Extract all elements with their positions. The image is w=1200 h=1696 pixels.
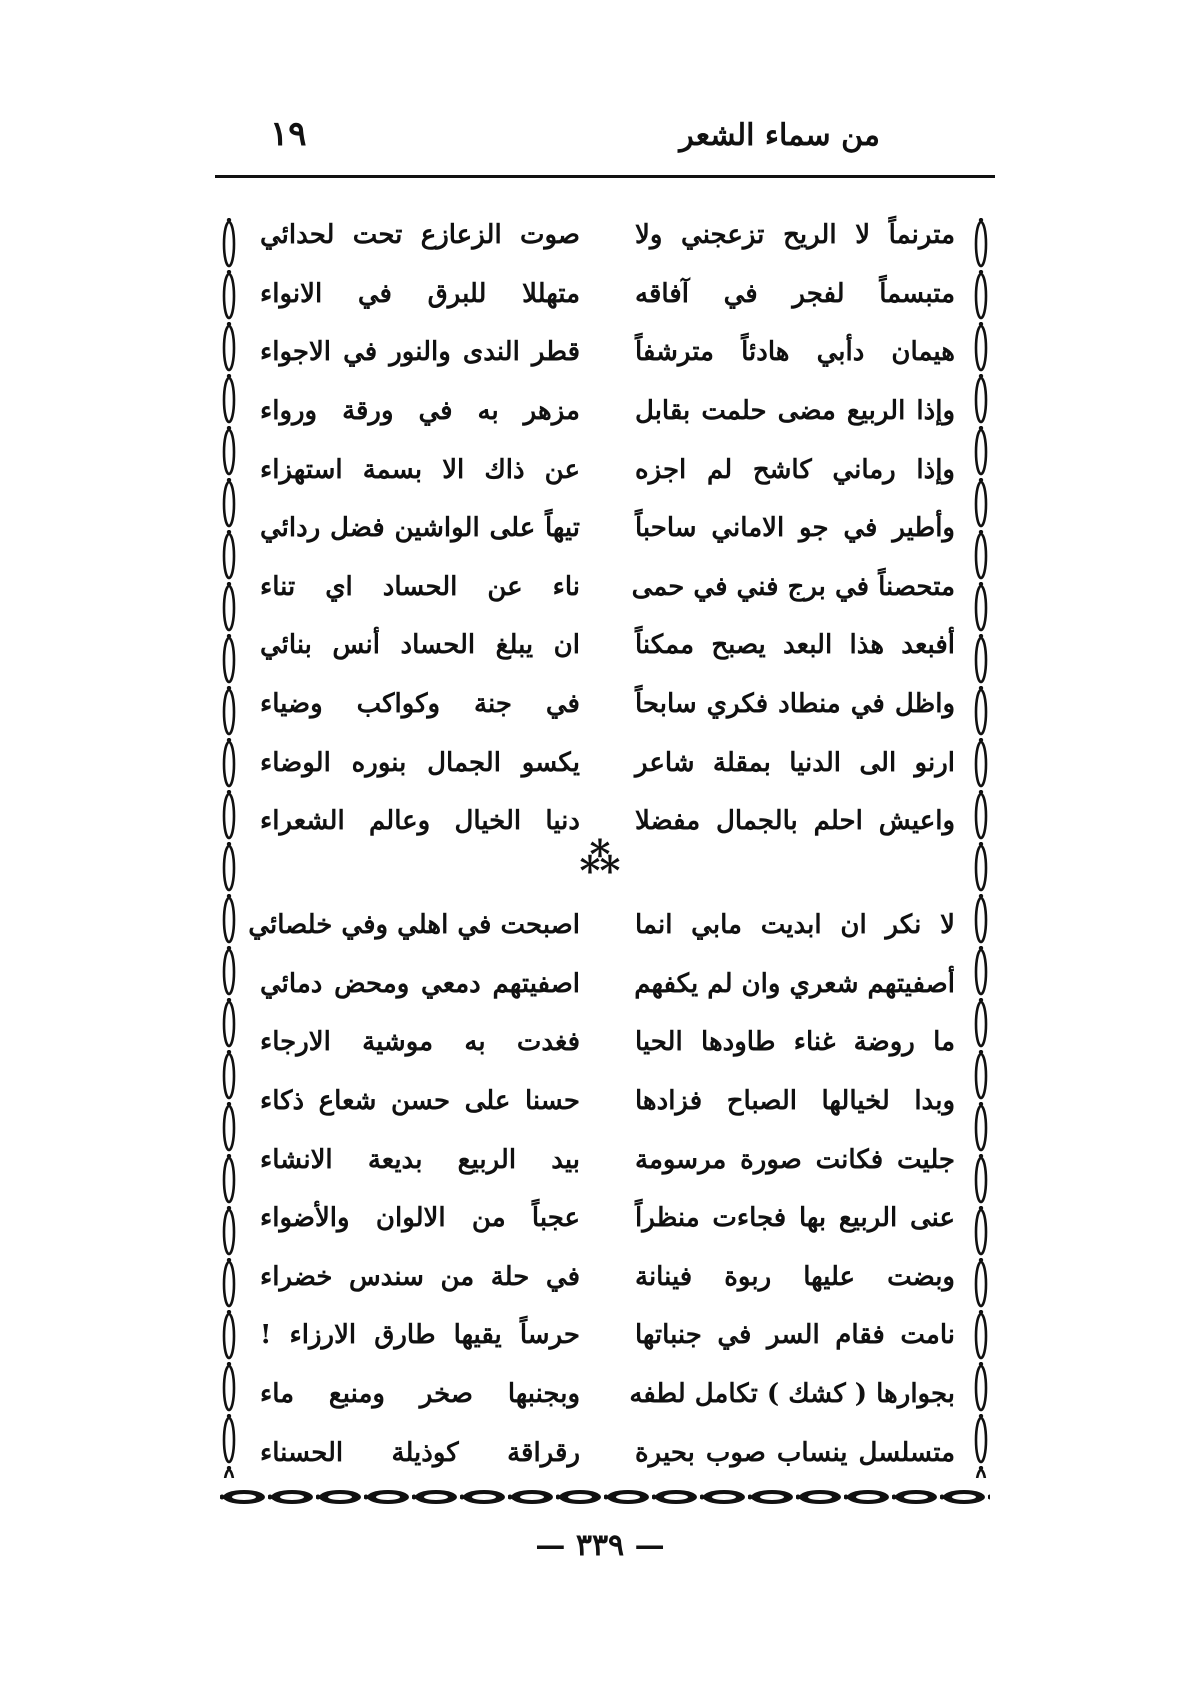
page-number: — ٣٣٩ — <box>535 1528 665 1563</box>
second-hemistich: في جنة وكواكب وضياء <box>260 689 580 720</box>
folio-number: ١٩ <box>270 114 307 154</box>
first-hemistich: بجوارها ( كشك ) تكامل لطفه <box>629 1379 955 1410</box>
verse-line <box>260 323 955 382</box>
second-hemistich: اصبحت في اهلي وفي خلصائي <box>248 910 580 941</box>
second-hemistich: مزهر به في ورقة ورواء <box>260 396 580 427</box>
first-hemistich: واظل في منطاد فكري سابحاً <box>635 689 955 720</box>
first-hemistich: متسلسل ينساب صوب بحيرة <box>635 1437 955 1468</box>
first-hemistich: أفبعد هذا البعد يصبح ممكناً <box>635 630 955 661</box>
verse-line <box>260 1248 955 1307</box>
first-hemistich: وإذا الربيع مضى حلمت بقابل <box>635 396 955 427</box>
second-hemistich: حرساً يقيها طارق الارزاء ! <box>260 1320 580 1351</box>
first-hemistich: متحصناً في برج فني في حمى <box>631 571 955 602</box>
second-hemistich: تيهاً على الواشين فضل ردائي <box>260 513 580 544</box>
second-hemistich: اصفيتهم دمعي ومحض دمائي <box>260 968 580 999</box>
second-hemistich: بيد الربيع بديعة الانشاء <box>260 1144 580 1175</box>
second-hemistich: رقراقة كوذيلة الحسناء <box>260 1437 580 1468</box>
asterism-separator <box>560 834 640 884</box>
running-title: من سماء الشعر <box>679 118 880 153</box>
verse-line <box>260 1306 955 1365</box>
second-hemistich: عن ذاك الا بسمة استهزاء <box>260 454 580 485</box>
verse-line <box>260 1423 955 1482</box>
second-hemistich: حسنا على حسن شعاع ذكاء <box>260 1086 580 1117</box>
stanza-one <box>260 206 955 851</box>
ornamental-border-right <box>974 218 988 1478</box>
verse-line <box>260 206 955 265</box>
first-hemistich: لا نكر ان ابديت مابي انما <box>635 910 955 941</box>
verse-line <box>260 1072 955 1131</box>
verse-line <box>260 1365 955 1424</box>
second-hemistich: صوت الزعازع تحت لحدائي <box>260 220 580 251</box>
verse-line <box>260 733 955 792</box>
verse-line <box>260 265 955 324</box>
verse-line <box>248 896 955 955</box>
first-hemistich: وإذا رماني كاشح لم اجزه <box>635 454 955 485</box>
second-hemistich: متهللا للبرق في الانواء <box>260 278 580 309</box>
ornamental-border-left <box>222 218 236 1478</box>
header-rule <box>215 175 995 178</box>
first-hemistich: عنى الربيع بها فجاءت منظراً <box>635 1203 955 1234</box>
first-hemistich: مترنماً لا الريح تزعجني ولا <box>635 220 955 251</box>
first-hemistich: نامت فقام السر في جنباتها <box>635 1320 955 1351</box>
verse-line <box>260 1130 955 1189</box>
first-hemistich: وبضت عليها ربوة فينانة <box>635 1261 955 1292</box>
first-hemistich: وبدا لخيالها الصباح فزادها <box>635 1086 955 1117</box>
running-header <box>215 110 995 170</box>
second-hemistich: وبجنبها صخر ومنبع ماء <box>260 1379 580 1410</box>
first-hemistich: جليت فكانت صورة مرسومة <box>635 1144 955 1175</box>
first-hemistich: واعيش احلم بالجمال مفضلا <box>635 806 955 837</box>
verse-line <box>260 955 955 1014</box>
verse-line <box>260 382 955 441</box>
second-hemistich: يكسو الجمال بنوره الوضاء <box>260 747 580 778</box>
second-hemistich: قطر الندى والنور في الاجواء <box>260 337 580 368</box>
second-hemistich: ان يبلغ الحساد أنس بنائي <box>260 630 580 661</box>
first-hemistich: متبسماً لفجر في آفاقه <box>635 278 955 309</box>
verse-line <box>260 440 955 499</box>
second-hemistich: في حلة من سندس خضراء <box>260 1261 580 1292</box>
first-hemistich: وأطير في جو الاماني ساحباً <box>635 513 955 544</box>
verse-line <box>260 499 955 558</box>
verse-line <box>260 558 955 617</box>
verse-line <box>260 1013 955 1072</box>
verse-line <box>260 616 955 675</box>
verse-line <box>260 675 955 734</box>
first-hemistich: ارنو الى الدنيا بمقلة شاعر <box>635 747 955 778</box>
second-hemistich: فغدت به موشية الارجاء <box>260 1027 580 1058</box>
first-hemistich: ما روضة غناء طاودها الحيا <box>635 1027 955 1058</box>
stanza-two <box>248 896 955 1482</box>
asterism-glyph: ⁂ <box>579 835 621 882</box>
first-hemistich: أصفيتهم شعري وان لم يكفهم <box>634 968 955 999</box>
second-hemistich: دنيا الخيال وعالم الشعراء <box>260 806 580 837</box>
first-hemistich: هيمان دأبي هادئاً مترشفاً <box>635 337 955 368</box>
second-hemistich: عجباً من الالوان والأضواء <box>260 1203 580 1234</box>
ornamental-border-bottom <box>220 1480 990 1514</box>
second-hemistich: ناء عن الحساد اي تناء <box>260 571 580 602</box>
verse-line <box>260 1189 955 1248</box>
